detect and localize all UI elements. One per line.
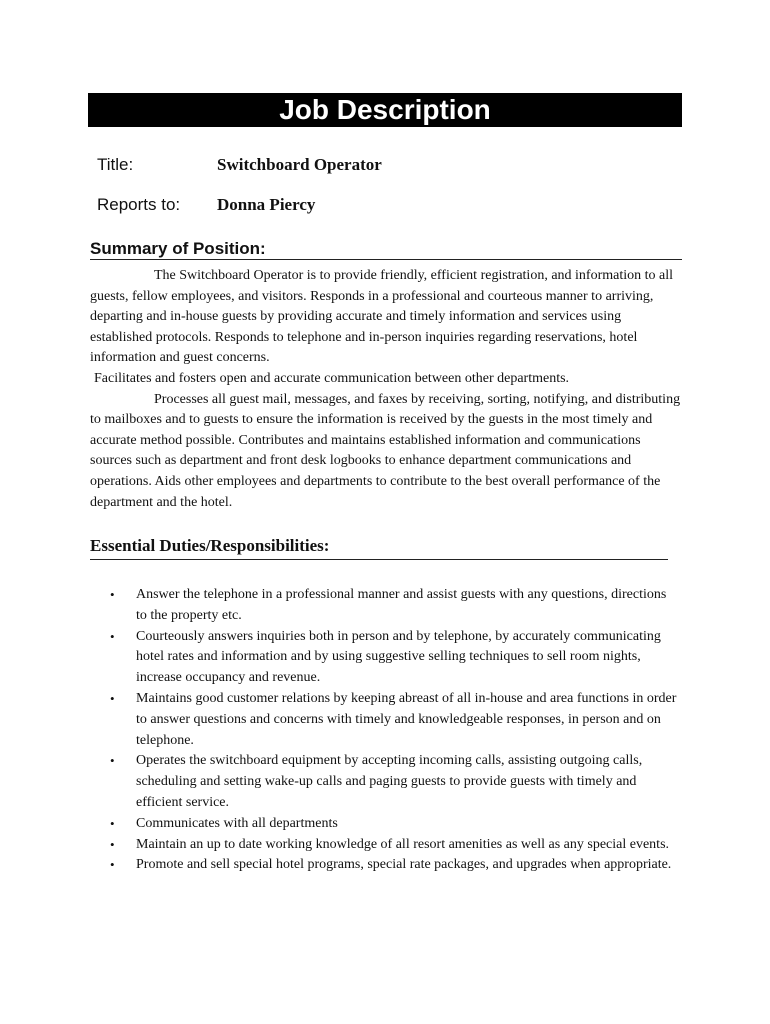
duties-heading: Essential Duties/Responsibilities: xyxy=(90,536,330,555)
bullet-icon: • xyxy=(110,836,115,852)
list-item-text: Operates the switchboard equipment by accepting incoming calls, assisting outgoing calls, scheduling and setting wake-up calls and paging guests to provide guests with timely and efficient service. xyxy=(136,753,643,810)
list-item xyxy=(110,585,680,627)
page-title: Job Description xyxy=(88,93,682,127)
summary-divider xyxy=(90,259,682,260)
list-item-text: Maintain an up to date working knowledge of all resort amenities as well as any special events. xyxy=(136,836,670,852)
bullet-icon: • xyxy=(110,628,115,644)
bullet-icon: • xyxy=(110,690,115,706)
summary-paragraph: The Switchboard Operator is to provide friendly, efficient registration, and information to all guests, fellow employees, and visitors. Responds in a professional and courteous manner to arriving, departing and in-house guests by providing accurate and timely information and services using established protocols. Responds to telephone and in-person inquiries regarding reservations, hotel information and guest concerns. xyxy=(90,268,674,366)
list-item-text: Maintains good customer relations by keeping abreast of all in-house and area functions in order to answer questions and concerns with timely and knowledgeable responses, in person and on telephone. xyxy=(136,690,677,748)
bullet-icon: • xyxy=(110,857,115,873)
bullet-icon: • xyxy=(110,753,115,769)
list-item-text: Courteously answers inquiries both in person and by telephone, by accurately communicating hotel rates and information and by using suggestive selling techniques to sell room nights, increase occupancy and revenue. xyxy=(136,628,661,686)
bullet-icon: • xyxy=(110,815,115,831)
bullet-icon: • xyxy=(110,587,115,602)
list-item xyxy=(110,814,680,835)
title-value: Switchboard Operator xyxy=(217,155,382,174)
duties-divider xyxy=(90,559,668,560)
summary-paragraph: Processes all guest mail, messages, and faxes by receiving, sorting, notifying, and distributing to mailboxes and to guests to ensure the information is received by the guests in the most timely and accurate method possible. Contributes and maintains established information and communications sources such as department and front desk logbooks to enhance department communications and operations. Aids other employees and departments to contribute to the best overall performance of the department and the hotel. xyxy=(90,391,681,510)
duties-list xyxy=(110,585,680,876)
list-item xyxy=(110,627,680,689)
reports-to-label: Reports to: xyxy=(97,195,181,214)
list-item-text: Communicates with all departments xyxy=(136,815,338,831)
summary-body xyxy=(90,266,686,513)
title-label: Title: xyxy=(97,155,134,174)
list-item xyxy=(110,835,680,856)
reports-to-value: Donna Piercy xyxy=(217,195,316,214)
list-item xyxy=(110,855,680,876)
list-item-text: Promote and sell special hotel programs, special rate packages, and upgrades when appropriate. xyxy=(136,857,672,873)
list-item-text: Answer the telephone in a professional manner and assist guests with any questions, directions to the property etc. xyxy=(136,587,667,623)
list-item xyxy=(110,751,680,813)
list-item xyxy=(110,689,680,751)
summary-heading: Summary of Position: xyxy=(90,239,266,258)
summary-paragraph: Facilitates and fosters open and accurate communication between other departments. xyxy=(94,370,570,386)
